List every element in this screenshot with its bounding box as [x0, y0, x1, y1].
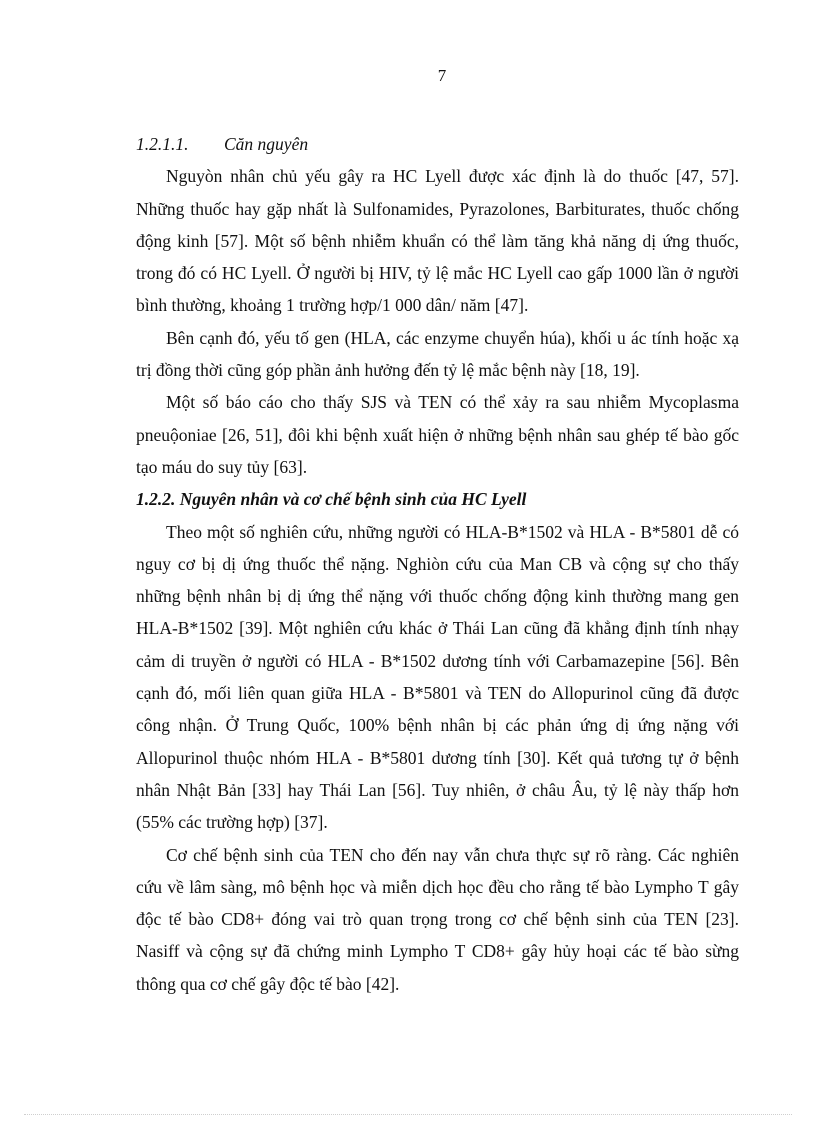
- section-1-paragraph-3: Một số báo cáo cho thấy SJS và TEN có thể xảy ra sau nhiễm Mycoplasma pneuộoniae [26, 51], đôi khi bệnh xuất hiện ở những bệnh nhân sau ghép tế bào gốc tạo máu do suy tủy [63].: [136, 392, 739, 477]
- page-number: 7: [437, 66, 447, 85]
- section-1-paragraph-1: Nguyòn nhân chủ yếu gây ra HC Lyell được xác định là do thuốc [47, 57]. Những thuốc hay gặp nhất là Sulfonamides, Pyrazolones, Barbiturates, thuốc chống động kinh [57]. Một số bệnh nhiễm khuẩn có thể làm tăng khả năng dị ứng thuốc, trong đó có HC Lyell. Ở người bị HIV, tỷ lệ mắc HC Lyell cao gấp 1000 lần ở người bình thường, khoảng 1 trường hợp/1 000 dân/ năm [47].: [136, 166, 739, 316]
- section-1-number: 1.2.1.1.: [136, 134, 189, 154]
- section-1-paragraph-2: Bên cạnh đó, yếu tố gen (HLA, các enzyme chuyển húa), khối u ác tính hoặc xạ trị đồng thời cũng góp phần ảnh hưởng đến tỷ lệ mắc bệnh này [18, 19].: [136, 327, 739, 381]
- section-1-heading: [136, 128, 739, 160]
- section-2-heading: 1.2.2. Nguyên nhân và cơ chế bệnh sinh của HC Lyell: [136, 489, 527, 510]
- section-1-title: Căn nguyên: [224, 134, 309, 154]
- section-2-paragraph-1: Theo một số nghiên cứu, những người có HLA-B*1502 và HLA - B*5801 dễ có nguy cơ bị dị ứng thuốc thể nặng. Nghiòn cứu của Man CB và cộng sự cho thấy những bệnh nhân bị dị ứng thể nặng với thuốc chống động kinh thường mang gen HLA-B*1502 [39]. Một nghiên cứu khác ở Thái Lan cũng đã khẳng định tính nhạy cảm di truyền ở người có HLA - B*1502 dương tính với Carbamazepine [56]. Bên cạnh đó, mối liên quan giữa HLA - B*5801 và TEN do Allopurinol cũng đã được công nhận. Ở Trung Quốc, 100% bệnh nhân bị các phản ứng dị ứng nặng với Allopurinol thuộc nhóm HLA - B*5801 dương tính [30]. Kết quả tương tự ở bệnh nhân Nhật Bản [33] hay Thái Lan [56]. Tuy nhiên, ở châu Âu, tỷ lệ này thấp hơn (55% các trường hợp) [37].: [136, 521, 739, 833]
- page-bottom-divider: [24, 1114, 792, 1115]
- section-2-paragraph-2: Cơ chế bệnh sinh của TEN cho đến nay vẫn chưa thực sự rõ ràng. Các nghiên cứu về lâm sàng, mô bệnh học và miễn dịch học đều cho rằng tế bào Lympho T gây độc tế bào CD8+ đóng vai trò quan trọng trong cơ chế bệnh sinh của TEN [23]. Nasiff và cộng sự đã chứng minh Lympho T CD8+ gây hủy hoại các tế bào sừng thông qua cơ chế gây độc tế bào [42].: [136, 844, 739, 994]
- document-body: [136, 128, 739, 1000]
